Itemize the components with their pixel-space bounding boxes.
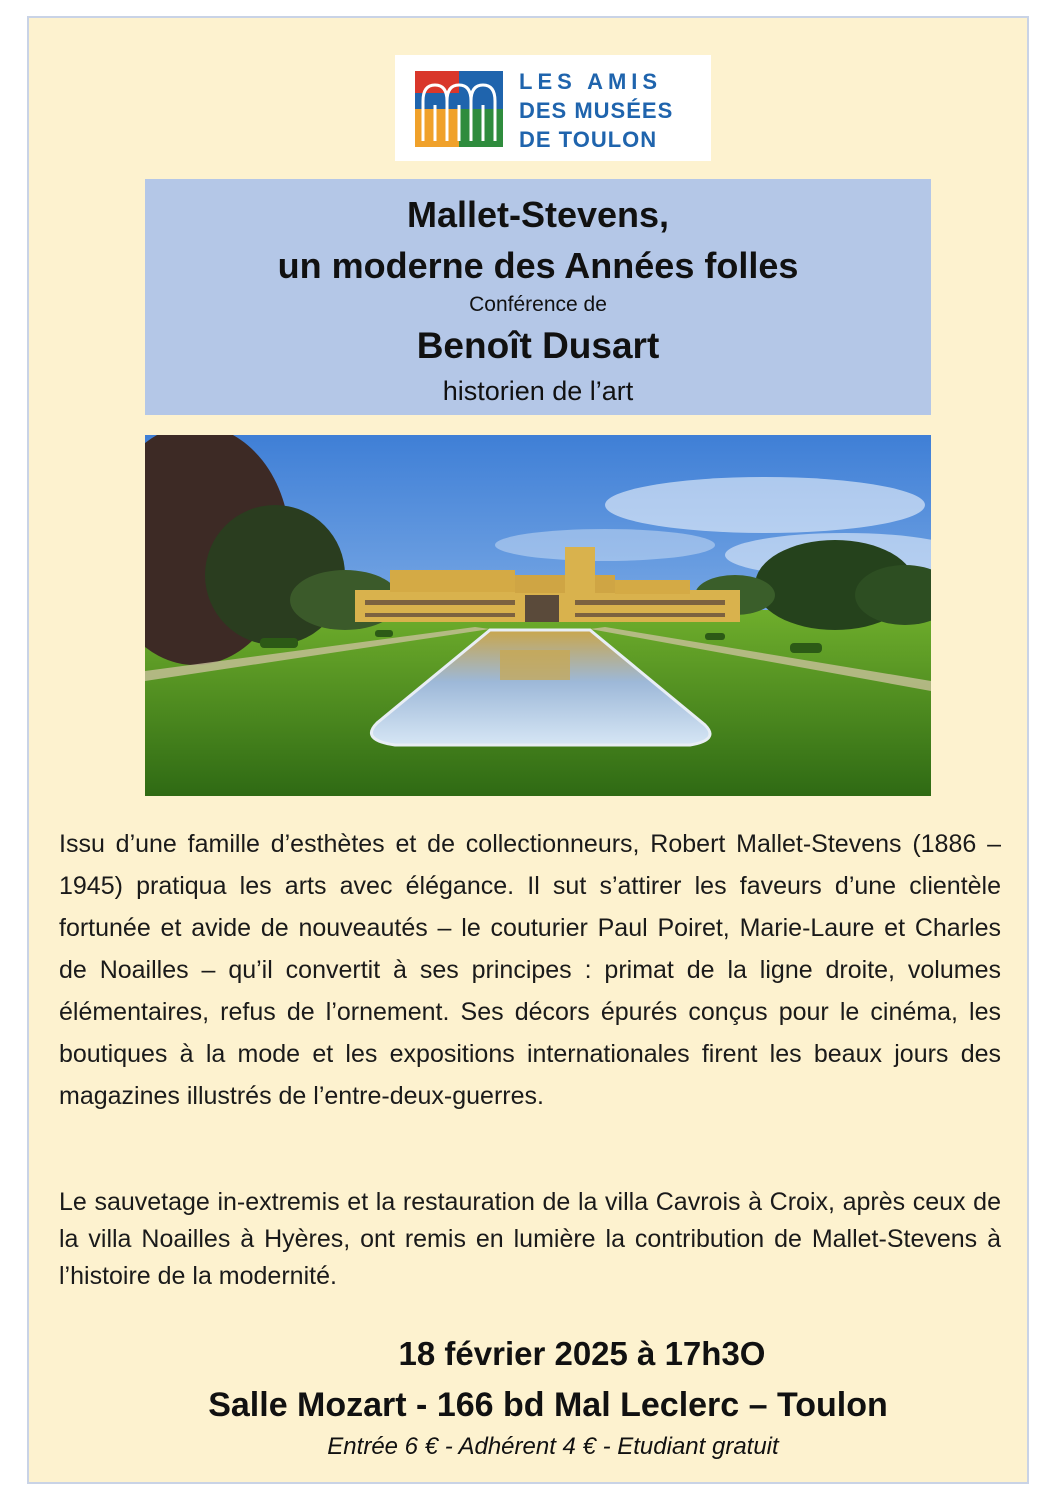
title-line-1: Mallet-Stevens,: [406, 194, 670, 235]
speaker-role: historien de l’art: [442, 376, 634, 406]
villa-photo-icon: [145, 435, 931, 796]
event-date: 18 février 2025 à 17h3O: [398, 1335, 766, 1372]
villa-photo: [145, 435, 931, 796]
paragraph-1: Issu d’une famille d’esthètes et de collectionneurs, Robert Mallet-Stevens (1886 – 1945) pratiqua les arts avec élégance. Il sut s’attirer les faveurs d’une clientèle fortunée et avide de nouveautés – le couturier Paul Poiret, Marie-Laure et Charles de Noailles – qu’il convertit à ses principes : primat de la ligne droite, volumes élémentaires, refus de l’ornement. Ses décors épurés conçus pour le cinéma, les boutiques à la mode et les expositions internationales firent les beaux jours des magazines illustrés de l’entre-deux-guerres.: [59, 830, 1001, 1110]
title-box: [145, 179, 931, 415]
event-prices: Entrée 6 € - Adhérent 4 € - Etudiant gratuit: [327, 1433, 779, 1460]
poster: [27, 16, 1029, 1484]
logo-line-2: DES MUSÉES: [519, 98, 674, 123]
museum-arches-icon: [415, 71, 503, 147]
conference-label: Conférence de: [469, 293, 607, 316]
logo-line-1: LES AMIS: [519, 69, 663, 94]
event-venue: Salle Mozart - 166 bd Mal Leclerc – Toulon: [208, 1386, 888, 1424]
logo-line-3: DE TOULON: [519, 127, 658, 152]
title-line-2: un moderne des Années folles: [277, 245, 799, 286]
logo-text: [519, 67, 673, 154]
speaker-name: Benoît Dusart: [416, 325, 660, 366]
paragraph-2: Le sauvetage in-extremis et la restauration de la villa Cavrois à Croix, après ceux de la villa Noailles à Hyères, ont remis en lumière la contribution de Mallet-Stevens à l’histoire de la modernité.: [59, 1188, 1001, 1290]
logo: [395, 55, 711, 161]
